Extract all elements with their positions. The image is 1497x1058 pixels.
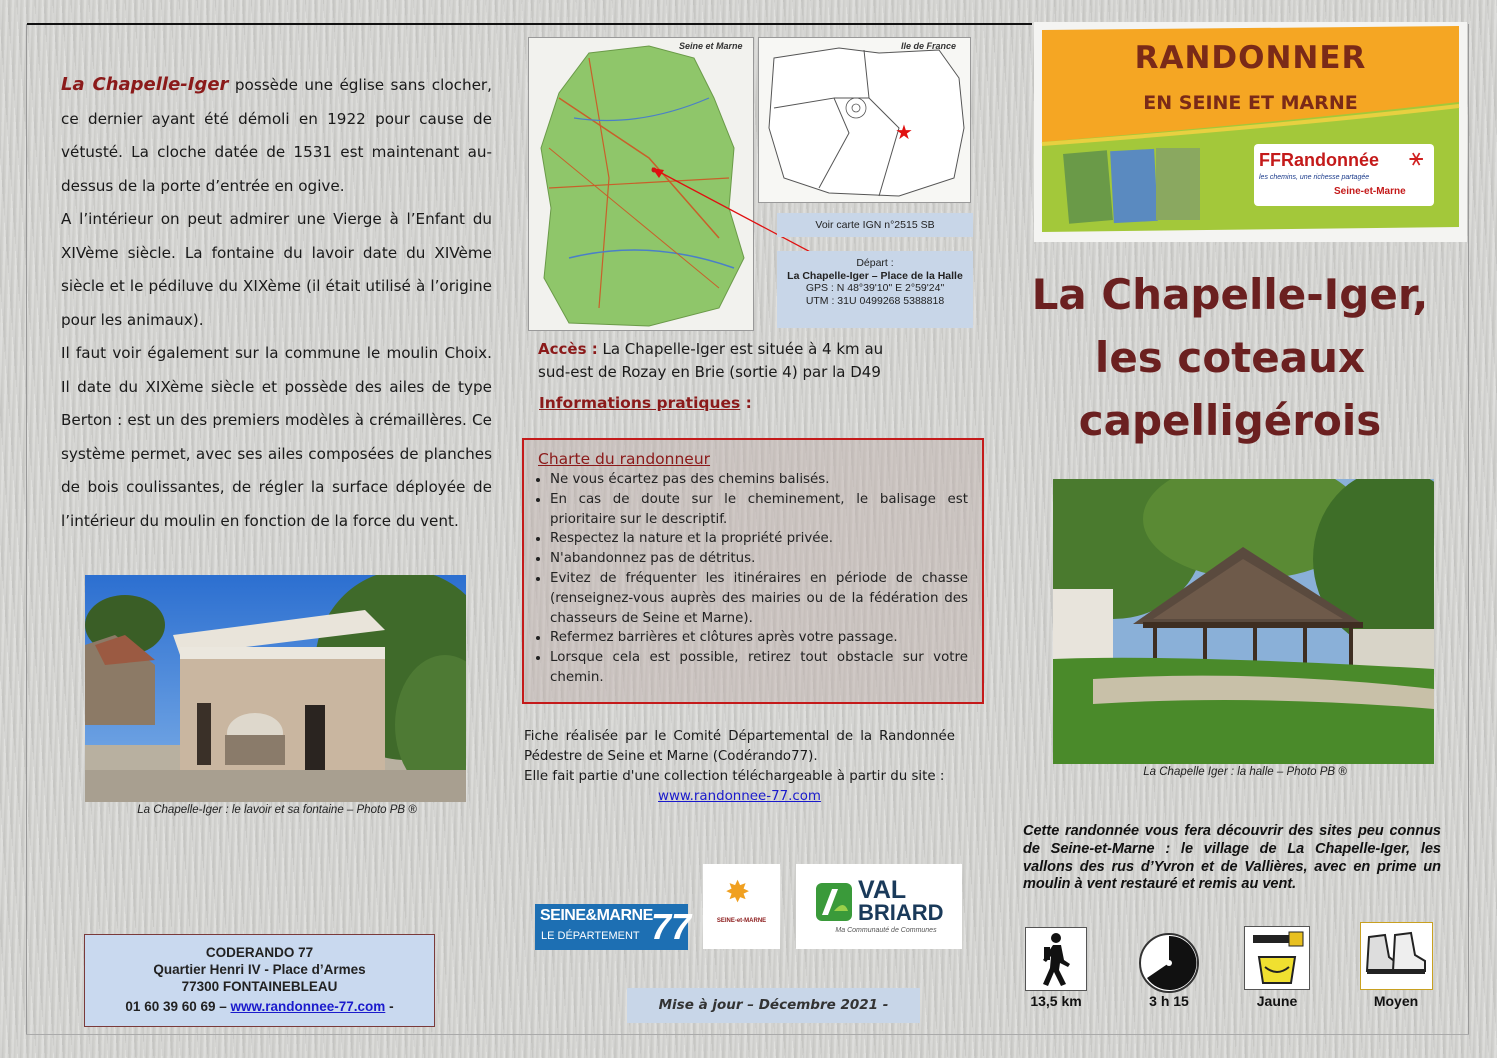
fiche-text: Fiche réalisée par le Comité Départemental de la Randonnée Pédestre de Seine et Marne (Codérando77). [524, 729, 955, 764]
map2-label: Ile de France [901, 41, 957, 51]
logo-val-briard [796, 864, 962, 949]
difficulty-boots-icon [1360, 922, 1433, 990]
update-date: Mise à jour – Décembre 2021 - [627, 988, 920, 1023]
logo-val-tagline: Ma Communauté de Communes [835, 927, 937, 934]
depart-place: La Chapelle-Iger – Place de la Halle [787, 269, 963, 282]
intro-text [61, 68, 492, 538]
infos-pratiques-colon: : [740, 394, 752, 412]
balisage-value: Jaune [1256, 993, 1298, 1009]
logo-val-line2: BRIARD [858, 900, 944, 925]
logo-val-line1: VAL [858, 876, 907, 904]
ff-region: Seine-et-Marne [1334, 186, 1406, 197]
charte-list [538, 470, 968, 688]
address-box [84, 934, 435, 1027]
banner-randonner [1034, 22, 1467, 242]
logo-sm-line1: SEINE&MARNE [540, 907, 653, 924]
difficulty-value: Moyen [1373, 993, 1419, 1009]
charte-item: • Lorsque cela est possible, retirez tout obstacle sur votre chemin. [550, 648, 968, 688]
fiche-website-link[interactable]: www.randonnee-77.com [658, 789, 821, 804]
title-line-3: capelligérois [1078, 396, 1382, 445]
hiker-logo-icon: ⚹ [1409, 143, 1424, 171]
bottom-rule [26, 1034, 1469, 1035]
acces-label: Accès : [538, 340, 598, 358]
photo-lavoir [85, 575, 466, 802]
charte-item: • N'abandonnez pas de détritus. [550, 549, 968, 569]
logo-dept-text: SEINE-et-MARNE [716, 918, 767, 924]
val-briard-emblem-icon [814, 881, 854, 923]
title-line-2: les coteaux [1094, 333, 1366, 382]
acces-text [538, 338, 918, 384]
ff-tagline: les chemins, une richesse partagée [1259, 174, 1370, 181]
map-pointer-arrow [640, 160, 820, 260]
fiche-text-2: Elle fait partie d'une collection téléchargeable à partir du site : [524, 769, 945, 784]
page-title [1020, 263, 1440, 452]
depart-gps: GPS : N 48°39'10" E 2°59'24" [805, 282, 945, 294]
banner-line-2: EN SEINE ET MARNE [1143, 92, 1358, 114]
top-rule [27, 23, 1032, 25]
photo-halle [1053, 479, 1434, 764]
infos-pratiques-heading [539, 394, 752, 412]
logo-sm-line2: LE DÉPARTEMENT [541, 930, 640, 942]
depart-label: Départ : [856, 257, 894, 269]
fiche-credits [524, 727, 955, 807]
star-logo-icon: ✸ [725, 875, 751, 910]
left-rule [26, 24, 27, 1034]
depart-box [777, 251, 973, 328]
title-line-1: La Chapelle-Iger, [1031, 270, 1429, 319]
charte-title: Charte du randonneur [538, 450, 711, 468]
intro-place-name: La Chapelle-Iger [61, 74, 229, 95]
logo-departement-star [703, 864, 780, 949]
charte-item: • Ne vous écartez pas des chemins balisés. [550, 470, 968, 490]
charte-item: • En cas de doute sur le cheminement, le balisage est prioritaire sur le descriptif. [550, 490, 968, 530]
location-star-icon: ★ [895, 120, 913, 144]
address-phone: 01 60 39 60 69 – [125, 999, 231, 1014]
intro-paragraph-2: A l’intérieur on peut admirer une Vierge à l’Enfant du XIVème siècle. La fontaine du lavoir date du XIVème siècle et le pédiluve du XIXème (il était utilisé à l’origine pour les animaux). [61, 210, 492, 329]
depart-utm: UTM : 31U 0499268 5388818 [805, 294, 945, 307]
duration-value: 3 h 15 [1149, 993, 1189, 1009]
map1-label: Seine et Marne [679, 41, 743, 51]
charte-item: • Respectez la nature et la propriété privée. [550, 529, 968, 549]
hike-description: Cette randonnée vous fera découvrir des sites peu connus de Seine-et-Marne : le village de La Chapelle-Iger, les vallons des rus d’Yvron et de Vallières, avec en prime un moulin à vent restauré et remis au vent. [1023, 823, 1441, 893]
charte-item: • Refermez barrières et clôtures après votre passage. [550, 628, 968, 648]
banner-line-1: RANDONNER [1134, 40, 1367, 76]
logo-sm-number: 77 [651, 906, 692, 947]
duration-clock-icon [1138, 932, 1200, 994]
charte-item: • Evitez de fréquenter les itinéraires en période de chasse (renseignez-vous auprès des mairies ou de la fédération des chasseurs de Seine et Marne). [550, 569, 968, 628]
balisage-paint-icon [1244, 926, 1310, 990]
distance-value: 13,5 km [1030, 993, 1082, 1009]
intro-paragraph-3: Il faut voir également sur la commune le moulin Choix. Il date du XIXème siècle et possède des ailes de type Berton : est un des premiers modèles à crémaillères. Ce système permet, avec ses ailes composées de planches de bois coulissantes, de régler la surface déployée de l’intérieur du moulin en fonction de la force du vent. [61, 344, 492, 530]
charte-box [522, 438, 984, 704]
intro-paragraph-1: possède une église sans clocher, ce dernier ayant été démoli en 1922 pour cause de vétusté. La cloche datée de 1531 est maintenant au-dessus de la porte d’entrée en ogive. [61, 76, 492, 195]
right-rule [1468, 24, 1469, 1034]
infos-pratiques-label: Informations pratiques [539, 394, 741, 412]
address-website-link[interactable]: www.randonnee-77.com [230, 999, 386, 1014]
acces-description: La Chapelle-Iger est située à 4 km au sud-est de Rozay en Brie (sortie 4) par la D49 [538, 340, 884, 381]
logo-seine-et-marne-departement [535, 904, 692, 950]
address-name: CODERANDO 77 [205, 945, 314, 960]
ign-map-reference: Voir carte IGN n°2515 SB [777, 213, 973, 237]
distance-hiker-icon [1025, 927, 1087, 991]
address-suffix: - [385, 999, 394, 1014]
ff-randonnee-brand: FFRandonnée [1259, 150, 1379, 170]
photo-lavoir-caption: La Chapelle-Iger : le lavoir et sa fontaine – Photo PB ® [137, 804, 417, 816]
address-line-1: Quartier Henri IV - Place d’Armes [153, 962, 366, 977]
photo-halle-caption: La Chapelle Iger : la halle – Photo PB ® [1143, 766, 1347, 778]
address-line-2: 77300 FONTAINEBLEAU [181, 979, 338, 994]
